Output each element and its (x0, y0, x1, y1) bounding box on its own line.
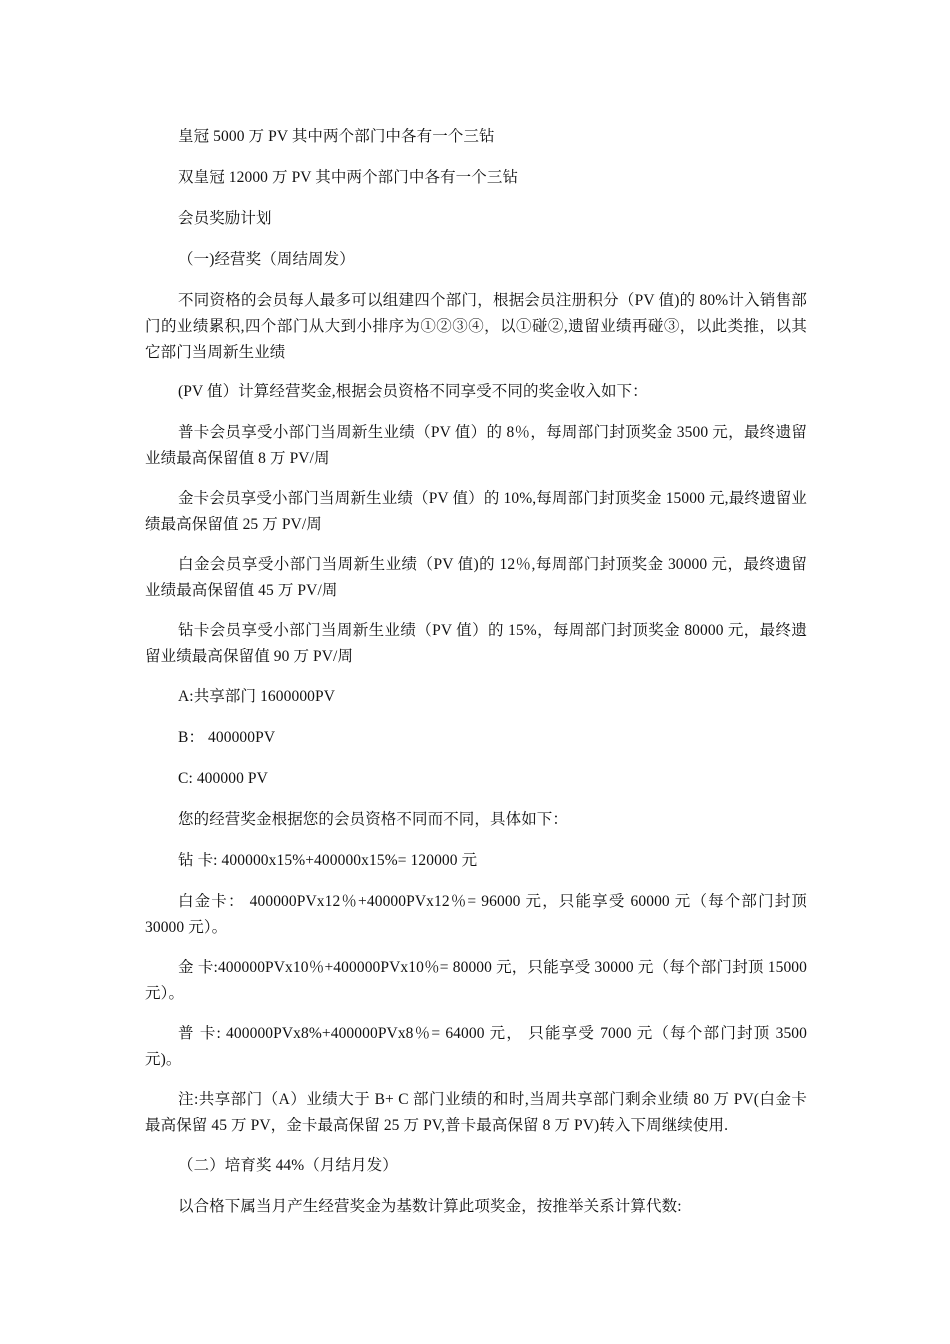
paragraph-diamond-card: 钻卡会员享受小部门当周新生业绩（PV 值）的 15%，每周部门封顶奖金 80000 元，最终遗留业绩最高保留值 90 万 PV/周 (145, 622, 807, 665)
paragraph-pv-calc: (PV 值）计算经营奖金,根据会员资格不同享受不同的奖金收入如下： (178, 383, 648, 400)
paragraph-note: 注:共享部门（A）业绩大于 B+ C 部门业绩的和时,当周共享部门剩余业绩 80 万 PV(白金卡最高保留 45 万 PV，金卡最高保留 25 万 PV,普卡最高保留 8 万 PV)转入下周继续使用. (145, 1091, 807, 1134)
paragraph-cultivation-intro: 以合格下属当月产生经营奖金为基数计算此项奖金，按推举关系计算代数: (178, 1198, 682, 1215)
example-dept-a: A:共享部门 1600000PV (178, 688, 336, 705)
calc-gold: 金 卡:400000PVx10％+400000PVx10％= 80000 元，只能享受 30000 元（每个部门封顶 15000 元）。 (145, 959, 807, 1002)
paragraph-double-crown: 双皇冠 12000 万 PV 其中两个部门中各有一个三钻 (178, 169, 519, 186)
calc-platinum: 白金卡： 400000PVx12％+40000PVx12％= 96000 元，只能享受 60000 元（每个部门封顶 30000 元）。 (145, 893, 807, 936)
example-dept-b: B： 400000PV (178, 729, 276, 746)
calc-ordinary: 普 卡: 400000PVx8%+400000PVx8％= 64000 元， 只能享受 7000 元（每个部门封顶 3500 元)。 (145, 1025, 807, 1068)
paragraph-departments: 不同资格的会员每人最多可以组建四个部门，根据会员注册积分（PV 值)的 80%计入销售部门的业绩累积,四个部门从大到小排序为①②③④，以①碰②,遗留业绩再碰③，以此类推，以其它部门当周新生业绩 (145, 292, 807, 361)
subheading-business-bonus: （一)经营奖（周结周发） (178, 251, 355, 268)
example-dept-c: C: 400000 PV (178, 770, 268, 787)
paragraph-platinum-card: 白金会员享受小部门当周新生业绩（PV 值)的 12％,每周部门封顶奖金 30000 元，最终遗留业绩最高保留值 45 万 PV/周 (145, 556, 807, 599)
subheading-cultivation-bonus: （二）培育奖 44%（月结月发） (178, 1157, 398, 1174)
paragraph-crown: 皇冠 5000 万 PV 其中两个部门中各有一个三钻 (178, 128, 495, 145)
calc-diamond: 钻 卡: 400000x15%+400000x15%= 120000 元 (178, 852, 478, 869)
paragraph-gold-card: 金卡会员享受小部门当周新生业绩（PV 值）的 10%,每周部门封顶奖金 15000 元,最终遗留业绩最高保留值 25 万 PV/周 (145, 490, 807, 533)
paragraph-ordinary-card: 普卡会员享受小部门当周新生业绩（PV 值）的 8％，每周部门封顶奖金 3500 元，最终遗留业绩最高保留值 8 万 PV/周 (145, 424, 807, 467)
section-heading-reward-plan: 会员奖励计划 (178, 210, 272, 227)
paragraph-bonus-intro: 您的经营奖金根据您的会员资格不同而不同，具体如下： (178, 811, 569, 828)
